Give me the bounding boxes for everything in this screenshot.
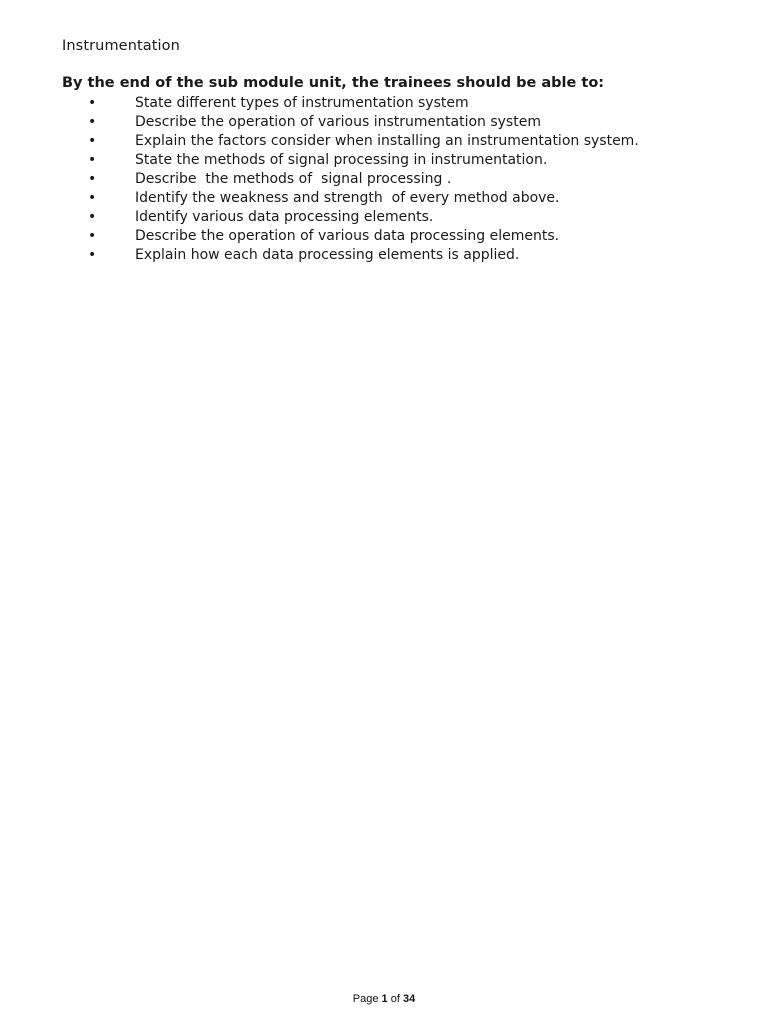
objective-text: Explain the factors consider when installing an instrumentation system. <box>135 133 639 149</box>
bullet-icon: • <box>88 95 97 111</box>
total-pages-number: 34 <box>402 993 416 1005</box>
objectives-heading: By the end of the sub module unit, the trainees should be able to: <box>62 75 605 91</box>
page-footer <box>0 992 768 1006</box>
current-page-number: 1 <box>381 993 388 1005</box>
bullet-icon: • <box>88 133 97 149</box>
objective-text: Describe the methods of signal processing . <box>135 171 452 187</box>
bullet-icon: • <box>88 247 97 263</box>
bullet-icon: • <box>88 228 97 244</box>
page-label: Page <box>352 993 379 1005</box>
objective-text: Identify various data processing elements. <box>135 209 434 225</box>
bullet-icon: • <box>88 114 97 130</box>
of-label: of <box>390 993 400 1005</box>
objective-text: Describe the operation of various data processing elements. <box>135 228 560 244</box>
objective-text: Identify the weakness and strength of every method above. <box>135 190 560 206</box>
objective-text: State the methods of signal processing in instrumentation. <box>135 152 548 168</box>
objective-text: State different types of instrumentation system <box>135 95 469 111</box>
objective-text: Describe the operation of various instrumentation system <box>135 114 541 130</box>
bullet-icon: • <box>88 209 97 225</box>
document-title: Instrumentation <box>62 38 180 54</box>
bullet-icon: • <box>88 171 97 187</box>
bullet-icon: • <box>88 152 97 168</box>
bullet-icon: • <box>88 190 97 206</box>
objective-text: Explain how each data processing elements is applied. <box>135 247 520 263</box>
